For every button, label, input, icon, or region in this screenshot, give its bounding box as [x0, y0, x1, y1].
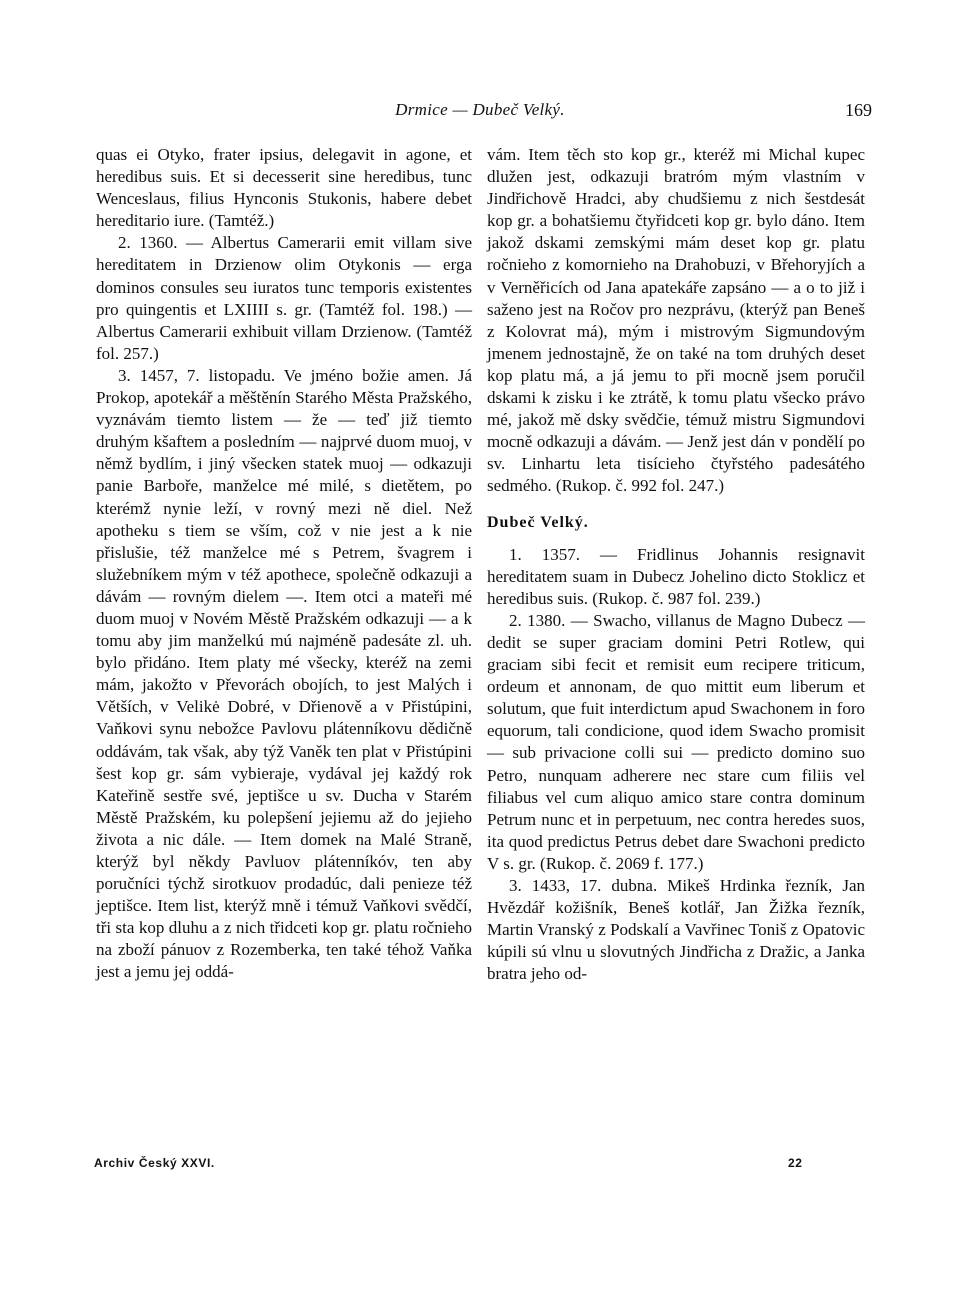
paragraph: 2. 1360. — Albertus Camerarii emit villam sive hereditatem in Drzienow olim Otykonis — erga dominos consules seu iuratos tunc temporis existentes pro quingentis et LXIIII s. gr. (Tamtéž fol. 198.) — Albertus Camerarii exhibuit villam Drzienow. (Tamtéž fol. 257.)	[96, 233, 472, 363]
running-title: Drmice — Dubeč Velký.	[395, 100, 565, 119]
paragraph: 3. 1433, 17. dubna. Mikeš Hrdinka řezník, Jan Hvězdář kožišník, Beneš kotlář, Jan Žižka řezník, Martin Vranský z Podskalí a Vavřinec Toniš z Opatovic kúpili sú vlnu u slovutných Jindřicha z Dražic, a Janka bratra jeho od-	[487, 876, 865, 984]
page-number: 169	[845, 100, 872, 120]
right-column	[487, 144, 865, 985]
paragraph: 1. 1357. — Fridlinus Johannis resignavit hereditatem suam in Dubecz Johelino dicto Stoklicz et heredibus suis. (Rukop. č. 987 fol. 239.)	[487, 544, 865, 608]
paragraph: quas ei Otyko, frater ipsius, delegavit in agone, et heredibus suis. Et si decesserit sine heredibus, tunc Wenceslaus, filius Hynconis Stukonis, habere debet hereditario iure. (Tamtéž.)	[96, 145, 472, 231]
paragraph: 2. 1380. — Swacho, villanus de Magno Dubecz — dedit se super graciam domini Petri Rotlew, qui graciam sibi fecit et remisit eum recipere triticum, ordeum et annonam, de quo mittit eum liberum et solutum, que fuit interdictum apud Swachonem in foro equorum, tali condicione, quod idem Swacho promisit — sub privacione colli sui — predicto domino suo Petro, nunquam adherere nec stare cum filiis vel filiabus vel cum aliquo amico stare contra dominum Petrum nunc et in perpetuum, nec contra heredes suos, ita quod predictus Petrus debet dare Swachoni predicto V s. gr. (Rukop. č. 2069 f. 177.)	[487, 610, 865, 873]
running-head	[0, 100, 960, 130]
gathering-number: 22	[788, 1156, 803, 1170]
left-column	[96, 144, 472, 984]
signature-mark: Archiv Český XXVI.	[94, 1156, 215, 1170]
paragraph: 3. 1457, 7. listopadu. Ve jméno božie amen. Já Prokop, apotekář a měštěnín Starého Města Pražského, vyznávám tiemto listem — že — teď již tiemto druhým kšaftem a posledním — najprvé duom muoj, v němž bydlím, i jiný všecken statek muoj — odkazuji panie Barboře, manželce mé milé, s dietětem, po kterémž nynie leží, v rovný mezi ně diel. Než apotheku s tiem se vším, což v nie jest a k nie přislušie, též manželce mé s Petrem, švagrem i služebníkem mým v též apothece, společně odkazuji a dávám — rovným dielem —. Item otci a mateři mé duom muoj v Novém Městě Pražském odkazuji — a k tomu aby jim manželkú mú najméně padesáte zl. uh. bylo přidáno. Item platy mé všecky, kteréž na zemi mám, jakožto v Převorách obojích, to jest Malých i Větších, v Velikė Dobré, v Dřienově a v Přistúpini, Vaňkovi synu nebožce Pavlovu plátenníkovu dědičně oddávám, tak však, aby týž Vaněk ten plat v Přistúpini šest kop gr. sám vybieraje, vydával jej každý rok Kateřině sestře své, jeptišce u sv. Ducha v Starém Městě Pražském, ku polepšení jejiemu až do jejieho života a nic dále. — Item domek na Malé Straně, kterýž byl někdy Pavluov plátenníkóv, ten aby poručníci týchž sirotkuov prodadúc, dali penieze též jeptišce. Item list, kterýž mně i témuž Vaňkovi svědčí, tři sta kop dluhu a z nich třidceti kop gr. platu ročnieho na zboží pánuov z Rozemberka, ten také téhož Vaňka jest a jemu jej oddá-	[96, 365, 472, 982]
section-heading: Dubeč Velký.	[487, 513, 589, 531]
paragraph: vám. Item těch sto kop gr., kteréž mi Michal kupec dlužen jest, odkazuji bratróm mým vlastním v Jindřichově Hradci, aby chudšiemu z nich šestdesát kop gr. a bohatšiemu čtyřidceti kop gr. bylo dáno. Item jakož dskami zemskými mám deset kop gr. platu ročnieho z komornieho na Drahobuzi, v Břehoryjích a v Verněřicích od Jana apatekáře zapsáno — a o to již i saženo jest na Ročov pro nezprávu, (kterýž pan Beneš z Kolovrat má), mým i mistrovým Sigmundovým jmenem jednostajně, že on také na tom druhých deset kop platu má, a já jemu to při mocně jsem poručil dskami k zisku i ke ztrátě, k tomu platu všecko právo mé, jakož mě dsky svědčie, témuž mistru Sigmundovi mocně odkazuji a dávám. — Jenž jest dán v pondělí po sv. Linhartu leta tisícieho čtyřstého padesátého sedmého. (Rukop. č. 992 fol. 247.)	[487, 145, 865, 496]
